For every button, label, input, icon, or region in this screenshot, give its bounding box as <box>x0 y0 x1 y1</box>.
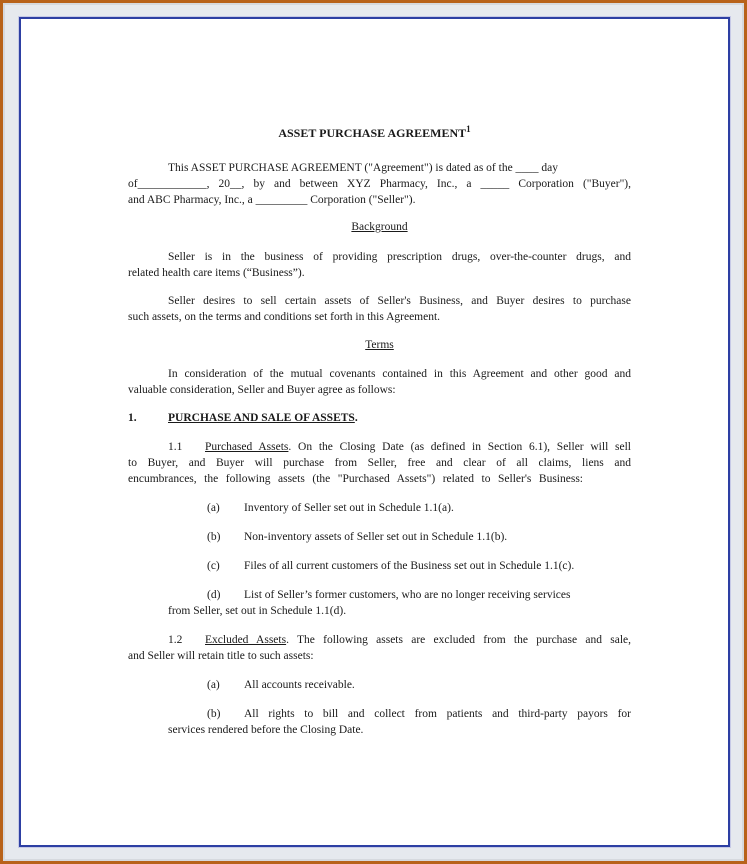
terms-heading: Terms <box>365 339 394 351</box>
section-1-1-line1: Purchased Assets. On the Closing Date (as defined in Section 6.1), Seller will sell <box>205 441 631 453</box>
section-1-1-line2: to Buyer, and Buyer will purchase from Seller, free and clear of all claims, liens and <box>128 457 631 469</box>
item-1-1-a-label: (a) <box>207 502 220 514</box>
section-1-2-line2: and Seller will retain title to such assets: <box>128 650 314 662</box>
background-p2-line1: Seller desires to sell certain assets of Seller's Business, and Buyer desires to purchase <box>168 295 631 307</box>
item-1-1-c-text: Files of all current customers of the Business set out in Schedule 1.1(c). <box>244 560 575 572</box>
outer-frame <box>3 3 744 861</box>
document-page <box>19 17 730 847</box>
section-1-2-line1: Excluded Assets. The following assets are excluded from the purchase and sale, <box>205 634 631 646</box>
item-1-2-a-text: All accounts receivable. <box>244 679 355 691</box>
section-1-number: 1. <box>128 412 137 424</box>
intro-line-2: of____________, 20__, by and between XYZ Pharmacy, Inc., a _____ Corporation ("Buyer"), <box>128 178 631 190</box>
item-1-1-d-text: List of Seller’s former customers, who are no longer receiving services <box>244 589 571 601</box>
background-heading: Background <box>351 221 408 233</box>
section-1-2-heading: Excluded Assets <box>205 634 287 646</box>
section-1-2-number: 1.2 <box>168 634 183 646</box>
section-1-1-number: 1.1 <box>168 441 183 453</box>
item-1-2-a-label: (a) <box>207 679 220 691</box>
title-footnote-marker: 1 <box>466 124 471 134</box>
item-1-2-b-text: All rights to bill and collect from patients and third-party payors for <box>244 708 631 720</box>
item-1-1-b-label: (b) <box>207 531 221 543</box>
terms-p1-line1: In consideration of the mutual covenants contained in this Agreement and other good and <box>168 368 631 380</box>
background-p2-line2: such assets, on the terms and conditions set forth in this Agreement. <box>128 311 441 323</box>
item-1-1-d-text-cont: from Seller, set out in Schedule 1.1(d). <box>168 605 347 617</box>
item-1-1-b-text: Non-inventory assets of Seller set out in Schedule 1.1(b). <box>244 531 508 543</box>
item-1-1-d-label: (d) <box>207 589 221 601</box>
section-1-1-heading: Purchased Assets <box>205 441 289 453</box>
section-1-heading: PURCHASE AND SALE OF ASSETS. <box>168 412 358 424</box>
background-p1-line1: Seller is in the business of providing prescription drugs, over-the-counter drugs, and <box>168 251 631 263</box>
item-1-2-b-label: (b) <box>207 708 221 720</box>
document-title: ASSET PURCHASE AGREEMENT$^1$ <box>278 124 471 140</box>
item-1-1-a-text: Inventory of Seller set out in Schedule 1.1(a). <box>244 502 454 514</box>
item-1-2-b-text-cont: services rendered before the Closing Date. <box>168 724 364 736</box>
section-1-1-line3: encumbrances, the following assets (the "Purchased Assets") related to Seller's Business: <box>128 473 583 485</box>
intro-line-1: This ASSET PURCHASE AGREEMENT ("Agreement") is dated as of the ____ day <box>168 162 559 174</box>
background-p1-line2: related health care items (“Business”). <box>128 267 305 279</box>
item-1-1-c-label: (c) <box>207 560 220 572</box>
terms-p1-line2: valuable consideration, Seller and Buyer agree as follows: <box>128 384 396 396</box>
intro-line-3: and ABC Pharmacy, Inc., a _________ Corporation ("Seller"). <box>128 194 416 206</box>
